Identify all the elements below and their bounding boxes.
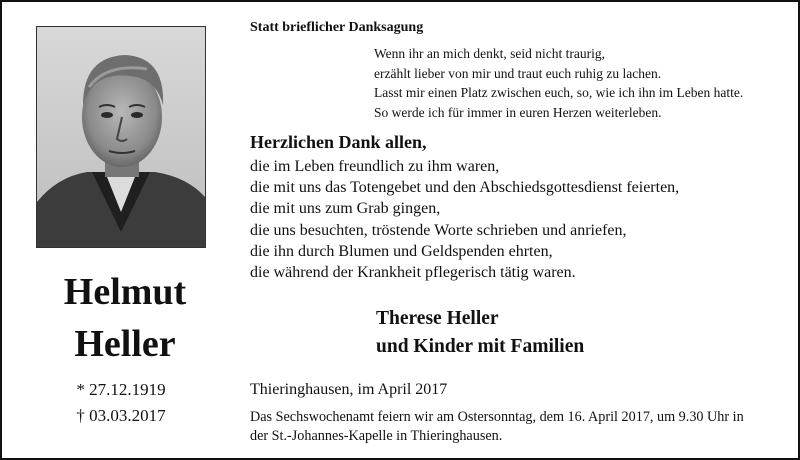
mass-notice-line: Das Sechswochenamt feiern wir am Ostersonntag, dem 16. April 2017, um 9.30 Uhr in — [250, 409, 744, 425]
portrait-photo — [36, 26, 206, 248]
mass-notice — [250, 408, 790, 446]
thanks-title: Herzlichen Dank allen, — [250, 132, 427, 152]
deceased-last-name: Heller — [74, 323, 176, 365]
thanks-line: die mit uns das Totengebet und den Abschiedsgottesdienst feierten, — [250, 179, 680, 197]
mass-notice-line: der St.-Johannes-Kapelle in Thieringhausen. — [250, 428, 503, 444]
poem-line: Lasst mir einen Platz zwischen euch, so, wie ich ihn im Leben hatte. — [374, 85, 744, 100]
deceased-first-name: Helmut — [63, 271, 187, 313]
poem-line: erzählt lieber von mir und traut euch ruhig zu lachen. — [374, 65, 662, 81]
thanks-line: die uns besuchten, tröstende Worte schrieben und anriefen, — [250, 221, 627, 239]
poem — [374, 44, 743, 122]
poem-line: So werde ich für immer in euren Herzen weiterleben. — [374, 104, 662, 120]
notice-headline: Statt brieflicher Danksagung — [250, 20, 424, 35]
signer-name: Therese Heller — [376, 308, 499, 329]
portrait-image — [37, 27, 205, 247]
signer-family: und Kinder mit Familien — [376, 336, 585, 357]
poem-line: Wenn ihr an mich denkt, seid nicht traurig, — [374, 46, 605, 61]
thanks-line: die während der Krankheit pflegerisch tätig waren. — [250, 264, 576, 282]
thanks-line: die im Leben freundlich zu ihm waren, — [250, 158, 500, 175]
thanks-line: die ihn durch Blumen und Geldspenden ehrten, — [250, 242, 553, 260]
death-date: † 03.03.2017 — [76, 406, 166, 425]
thanks-line: die mit uns zum Grab gingen, — [250, 200, 441, 218]
thanks-list — [250, 156, 679, 283]
place-date: Thieringhausen, im April 2017 — [250, 381, 448, 398]
birth-date: * 27.12.1919 — [76, 380, 166, 399]
